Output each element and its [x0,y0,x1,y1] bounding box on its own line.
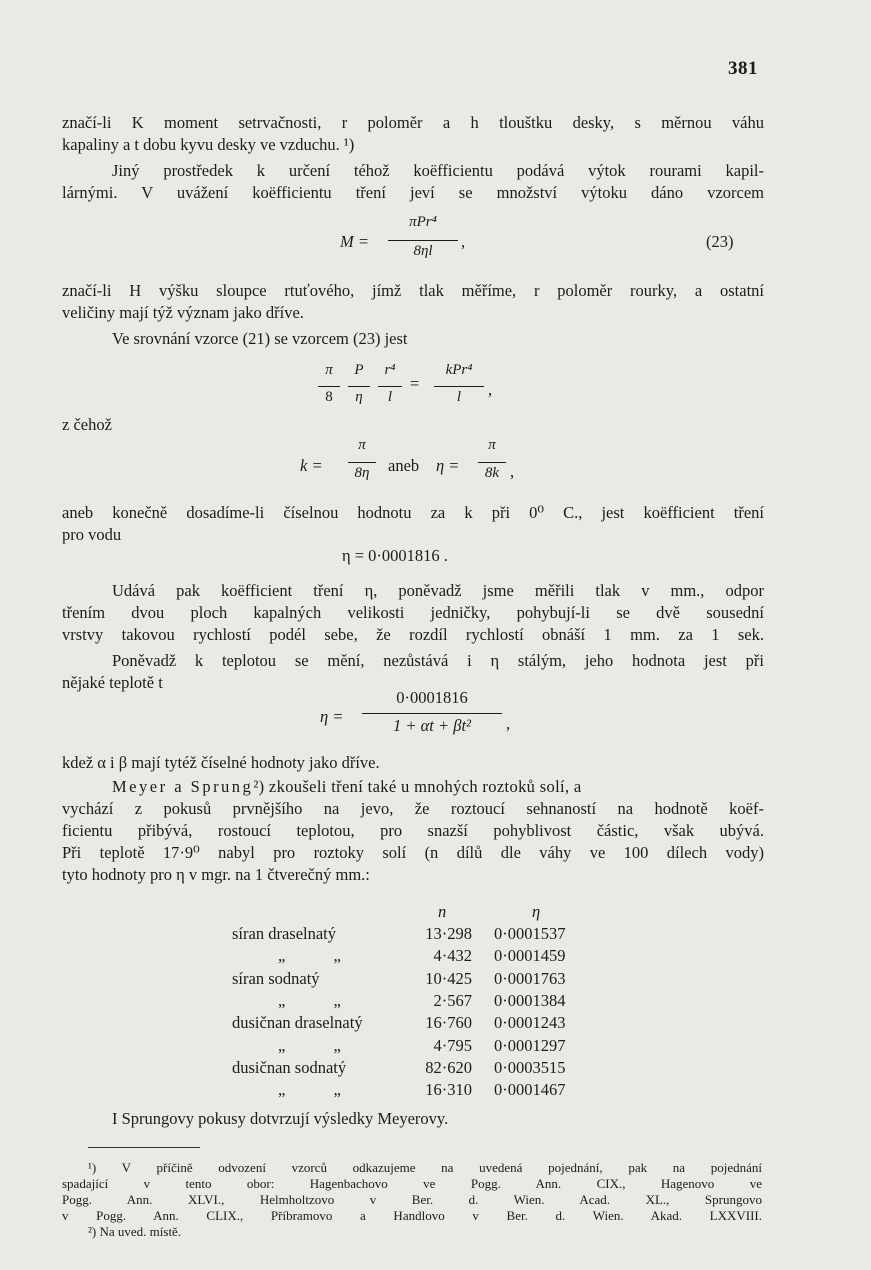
text-line: I Sprungovy pokusy dotvrzují výsledky Meyerovy. [112,1109,449,1128]
table-cell-n: 16·310 [425,1080,472,1099]
footnote-divider [88,1147,200,1148]
fraction-bar [378,386,402,387]
footnote-line: ¹) V příčině odvození vzorců odkazujeme na uvedená pojednání, pak na pojednání [88,1160,762,1175]
eqA-equals: = [410,374,420,393]
table-header-eta: η [532,902,541,921]
eq23-denominator: 8ηl [413,243,433,259]
table-cell-salt: dusičnan draselnatý [232,1013,363,1032]
fraction-bar [318,386,340,387]
table-cell-eta: 0·0001243 [494,1013,566,1032]
eqA-frac4-den: l [456,389,462,405]
text-line: třením dvou ploch kapalných velikosti jedničky, pohybují-li se dvě sousední [62,603,764,622]
table-cell-salt: „ „ [278,946,363,965]
text-line: vychází z pokusů prvnějšího na jevo, že roztoucí sehnaností na hodnotě koëf- [62,799,764,818]
text-line: značí-li H výšku sloupce rtuťového, jímž tlak měříme, r poloměr rourky, a ostatní [62,281,764,300]
fraction-bar [348,386,370,387]
table-cell-n: 13·298 [425,924,472,943]
text-line: nějaké teplotě t [62,673,163,692]
table-cell-eta: 0·0001459 [494,946,566,965]
table-cell-eta: 0·0001467 [494,1080,566,1099]
eqB-frac1-den: 8η [354,465,370,481]
table-cell-eta: 0·0001297 [494,1036,566,1055]
eq23-comma: , [461,232,466,251]
table-cell-n: 4·795 [433,1036,472,1055]
text-line: kapaliny a t dobu kyvu desky ve vzduchu. ¹) [62,135,355,154]
footnote-line: ²) Na uved. místě. [88,1224,182,1239]
fraction-bar [348,462,376,463]
text-line: Poněvadž k teplotou se mění, nezůstává i η stálým, jeho hodnota jest při [112,651,764,670]
fraction-bar [434,386,484,387]
eqA-frac4-num: kPr⁴ [445,362,473,378]
text-span: ²) zkoušeli tření také u mnohých roztoků solí, a [253,777,582,796]
eqA-frac2-den: η [355,389,363,405]
eqD-numerator: 0·0001816 [396,688,468,707]
eqA-frac1-num: π [325,362,333,378]
eqB-frac1-num: π [358,437,366,453]
text-line: z čehož [62,415,112,434]
text-line: lárnými. V uvážení koëfficientu tření jeví se množství výtoku dáno vzorcem [62,183,764,202]
text-line [112,776,764,798]
text-line: tyto hodnoty pro η v mgr. na 1 čtverečný mm.: [62,865,370,884]
table-cell-eta: 0·0003515 [494,1058,566,1077]
text-line: Při teplotě 17·9⁰ nabyl pro roztoky solí (n dílů dle váhy ve 100 dílech vody) [62,843,764,862]
eqA-frac1-den: 8 [325,389,333,405]
table-cell-n: 4·432 [433,946,472,965]
footnote-line: Pogg. Ann. XLVI., Helmholtzovo v Ber. d. Wien. Acad. XL., Sprungovo [62,1192,762,1207]
authors-spaced: Meyer a Sprung [112,777,254,796]
eqA-comma: , [488,380,493,399]
table-cell-eta: 0·0001763 [494,969,566,988]
eqB-frac2-num: π [488,437,496,453]
text-line: pro vodu [62,525,122,544]
text-line: aneb konečně dosadíme-li číselnou hodnotu za k při 0⁰ C., jest koëfficient tření [62,503,764,522]
eqB-aneb: aneb [388,456,420,475]
text-line: Ve srovnání vzorce (21) se vzorcem (23) jest [112,329,408,348]
eqB-comma: , [510,462,515,481]
eqA-frac2-num: P [354,362,364,378]
table-cell-salt: „ „ [278,1080,363,1099]
eqB-eta: η = [436,456,460,475]
eqD-denominator: 1 + αt + βt² [392,716,471,735]
table-cell-salt: „ „ [278,991,363,1010]
eqC: η = 0·0001816 . [342,546,448,565]
text-line: Udává pak koëfficient tření η, poněvadž jsme měřili tlak v mm., odpor [112,581,764,600]
text-line: Jiný prostředek k určení téhož koëfficientu podává výtok rourami kapil- [112,161,764,180]
fraction-bar [362,713,502,714]
table-cell-eta: 0·0001384 [494,991,566,1010]
fraction-bar [388,240,458,241]
table-cell-salt: „ „ [278,1036,363,1055]
table-cell-salt: síran sodnatý [232,969,320,988]
eq23-numerator: πPr⁴ [409,214,437,230]
table-cell-n: 82·620 [425,1058,472,1077]
table-cell-salt: dusičnan sodnatý [232,1058,347,1077]
eqD-eta: η = [320,707,344,726]
fraction-bar [478,462,506,463]
eq23-number: (23) [706,232,734,251]
text-line: značí-li K moment setrvačnosti, r poloměr a h tlouštku desky, s měrnou váhu [62,113,764,132]
page-number: 381 [728,58,758,79]
table-cell-eta: 0·0001537 [494,924,566,943]
text-line: ficientu přibývá, rostoucí teplotou, pro snazší pohyblivost částic, však ubývá. [62,821,764,840]
eqA-frac3-den: l [387,389,393,405]
footnote-line: spadající v tento obor: Hagenbachovo ve Pogg. Ann. CIX., Hagenovo ve [62,1176,762,1191]
eqB-frac2-den: 8k [484,465,500,481]
text-line: vrstvy takovou rychlostí podél sebe, že rozdíl rychlostí obnáší 1 mm. za 1 sek. [62,625,764,644]
eqA-frac3-num: r⁴ [384,362,396,378]
table-cell-n: 16·760 [425,1013,472,1032]
eqD-comma: , [506,714,511,733]
table-cell-n: 2·567 [433,991,472,1010]
text-line: veličiny mají týž význam jako dříve. [62,303,304,322]
table-cell-n: 10·425 [425,969,472,988]
table-cell-salt: síran draselnatý [232,924,337,943]
eq23-lhs: M = [340,232,370,251]
text-line: kdež α i β mají tytéž číselné hodnoty jako dříve. [62,753,380,772]
table-header-n: n [438,902,447,921]
eqB-k: k = [300,456,323,475]
footnote-line: v Pogg. Ann. CLIX., Příbramovo a Handlovo v Ber. d. Wien. Akad. LXXVIII. [62,1208,762,1223]
